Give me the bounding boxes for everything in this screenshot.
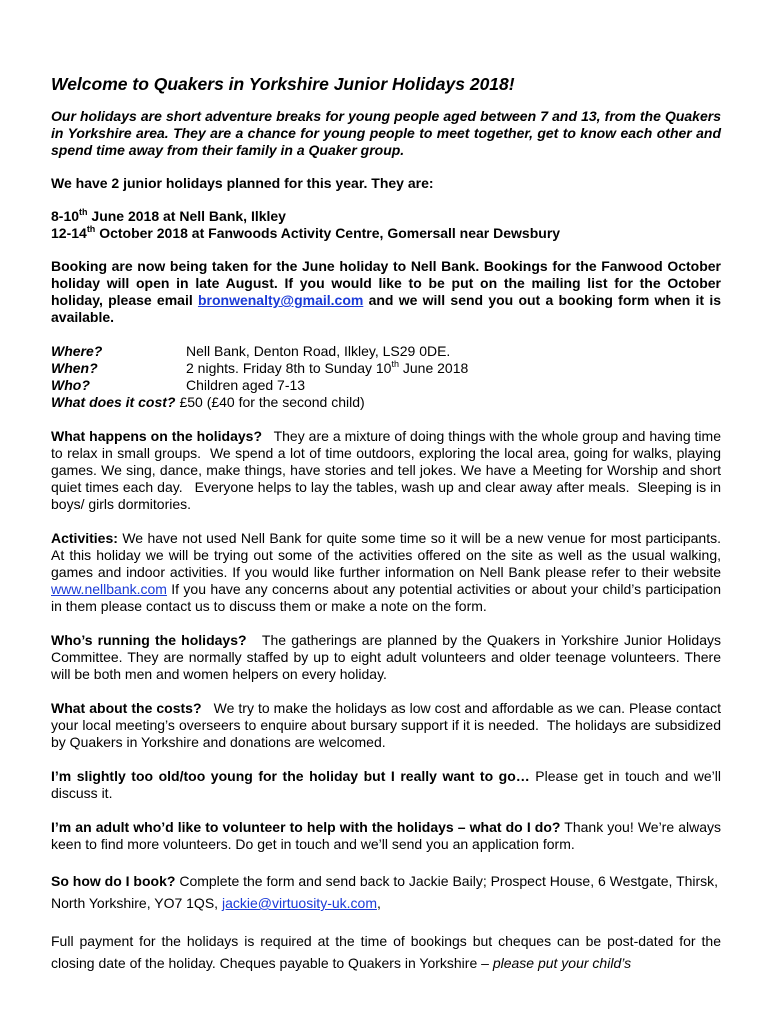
nellbank-website-link[interactable]: www.nellbank.com bbox=[51, 581, 167, 597]
info-cost: What does it cost? £50 (£40 for the second child) bbox=[51, 394, 365, 410]
howbook-paragraph: So how do I book? Complete the form and send back to Jackie Baily; Prospect House, 6 Westgate, Thirsk, North Yorkshire, YO7 1QS, jackie@virtuosity-uk.com, bbox=[51, 873, 719, 911]
booking-email-link[interactable]: bronwenalty@gmail.com bbox=[197, 292, 364, 308]
holiday-date-october: 12-14th October 2018 at Fanwoods Activity Centre, Gomersall near Dewsbury bbox=[51, 224, 561, 241]
booking-paragraph: Booking are now being taken for the June holiday to Nell Bank. Bookings for the Fanwood October holiday will open in late August. If you would like to be put on the mailing list for the October holiday, please email bronwenalty@gmail.com and we will send you out a booking form when it is available. bbox=[51, 258, 721, 325]
payment-paragraph: Full payment for the holidays is required at the time of bookings but cheques can be post-dated for the closing date of the holiday. Cheques payable to Quakers in Yorkshire – please put your child’s bbox=[51, 933, 721, 971]
holiday-date-june: 8-10th June 2018 at Nell Bank, Ilkley bbox=[51, 207, 286, 224]
costs-paragraph: What about the costs? We try to make the holidays as low cost and affordable as we can. Please contact your local meeting’s overseers to enquire about bursary support if it is needed. The holidays are subsidized by Quakers in Yorkshire and donations are welcomed. bbox=[51, 700, 725, 750]
volunteer-paragraph: I’m an adult who’d like to volunteer to help with the holidays – what do I do? Thank you! We’re always keen to find more volunteers. Do get in touch and we’ll send you an application form. bbox=[51, 819, 722, 852]
planned-paragraph: We have 2 junior holidays planned for this year. They are: bbox=[51, 175, 434, 191]
activities-paragraph: Activities: We have not used Nell Bank for quite some time so it will be a new venue for most participants. At this holiday we will be trying out some of the activities offered on the site as well as the usual walking, games and indoor activities. If you would like further information on Nell Bank please refer to their website www.nellbank.com If you have any concerns about any potential activities or about your child’s participation in them please contact us to discuss them or make a note on the form. bbox=[51, 530, 721, 614]
running-paragraph: Who’s running the holidays? The gatherings are planned by the Quakers in Yorkshire Junior Holidays Committee. They are normally staffed by up to eight adult volunteers and older teenage volunteers. There will be both men and women helpers on every holiday. bbox=[51, 632, 725, 682]
intro-paragraph: Our holidays are short adventure breaks for young people aged between 7 and 13, from the Quakers in Yorkshire area. They are a chance for young people to meet together, get to know each other and spend time away from their family in a Quaker group. bbox=[51, 108, 721, 158]
info-where: Where? Nell Bank, Denton Road, Ilkley, LS29 0DE. bbox=[51, 343, 451, 359]
page-title: Welcome to Quakers in Yorkshire Junior Holidays 2018! bbox=[51, 74, 515, 94]
happens-paragraph: What happens on the holidays? They are a mixture of doing things with the whole group and having time to relax in small groups. We spend a lot of time outdoors, exploring the local area, going for walks, playing games. We sing, dance, make things, have stories and tell jokes. We have a Meeting for Worship and short quiet times each day. Everyone helps to lay the tables, wash up and clear away after meals. Sleeping is in boys/ girls dormitories. bbox=[51, 428, 725, 512]
booking-contact-email-link[interactable]: jackie@virtuosity-uk.com bbox=[221, 895, 377, 911]
document-page bbox=[51, 74, 725, 974]
age-paragraph: I’m slightly too old/too young for the holiday but I really want to go… Please get in touch and we’ll discuss it. bbox=[51, 768, 721, 801]
info-when: When? 2 nights. Friday 8th to Sunday 10th June 2018 bbox=[51, 359, 469, 376]
info-table bbox=[51, 343, 721, 411]
info-who: Who? Children aged 7-13 bbox=[51, 377, 306, 393]
holiday-dates bbox=[51, 208, 721, 242]
